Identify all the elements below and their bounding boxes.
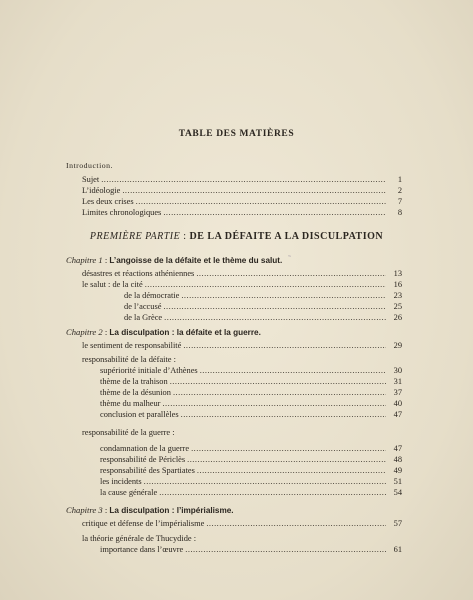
- part-heading: PREMIÈRE PARTIE : DE LA DÉFAITE A LA DISCULPATION: [89, 231, 384, 242]
- page-title: TABLE DES MATIÈRES: [178, 129, 295, 139]
- toc-subheading: la théorie générale de Thucydide :: [82, 534, 197, 543]
- toc-entry: de la Grèce . . . 26: [124, 312, 402, 323]
- toc-entry: Limites chronologiques . . . 8: [82, 207, 402, 218]
- toc-entry: L’idéologie . . . 2: [82, 185, 402, 196]
- toc-entry: importance dans l’œuvre . . . 61: [100, 544, 402, 555]
- toc-entry: responsabilité des Spartiates . . . 49: [100, 465, 402, 476]
- toc-entry: de l’accusé . . . 25: [124, 301, 402, 312]
- chapter-heading: Chapitre 2 : La disculpation : la défaite et la guerre.: [66, 327, 261, 337]
- toc-subheading: responsabilité de la défaite :: [82, 355, 176, 364]
- toc-entry: la cause générale . . . 54: [100, 487, 402, 498]
- toc-entry: le salut : de la cité . . . 16: [82, 279, 402, 290]
- chapter-heading: Chapitre 1 : L’angoisse de la défaite et le thème du salut.: [66, 255, 283, 265]
- toc-entry: Sujet . . . 1: [82, 174, 402, 185]
- show-through-text: [95, 60, 385, 130]
- introduction-heading: Introduction.: [66, 161, 113, 170]
- part-title: DE LA DÉFAITE A LA DISCULPATION: [189, 231, 384, 242]
- toc-entry: désastres et réactions athéniennes . . . 13: [82, 268, 402, 279]
- toc-entry: supériorité initiale d’Athènes . . . 30: [100, 365, 402, 376]
- part-label: PREMIÈRE PARTIE: [89, 231, 181, 242]
- toc-entry: les incidents . . . 51: [100, 476, 402, 487]
- toc-entry: de la démocratie . . . 23: [124, 290, 402, 301]
- toc-entry: thème du malheur . . . 40: [100, 398, 402, 409]
- pencil-annotation: ~: [288, 254, 292, 260]
- toc-entry: responsabilité de Périclès . . . 48: [100, 454, 402, 465]
- toc-entry: thème de la désunion . . . 37: [100, 387, 402, 398]
- chapter-heading: Chapitre 3 : La disculpation : l’impérialisme.: [66, 505, 234, 515]
- toc-entry: condamnation de la guerre . . . 47: [100, 443, 402, 454]
- toc-subheading: responsabilité de la guerre :: [82, 428, 175, 437]
- toc-entry: thème de la trahison . . . 31: [100, 376, 402, 387]
- toc-entry: le sentiment de responsabilité . . . 29: [82, 340, 402, 351]
- toc-entry: conclusion et parallèles . . . 47: [100, 409, 402, 420]
- toc-entry: Les deux crises . . . 7: [82, 196, 402, 207]
- toc-entry: critique et défense de l’impérialisme . . . 57: [82, 518, 402, 529]
